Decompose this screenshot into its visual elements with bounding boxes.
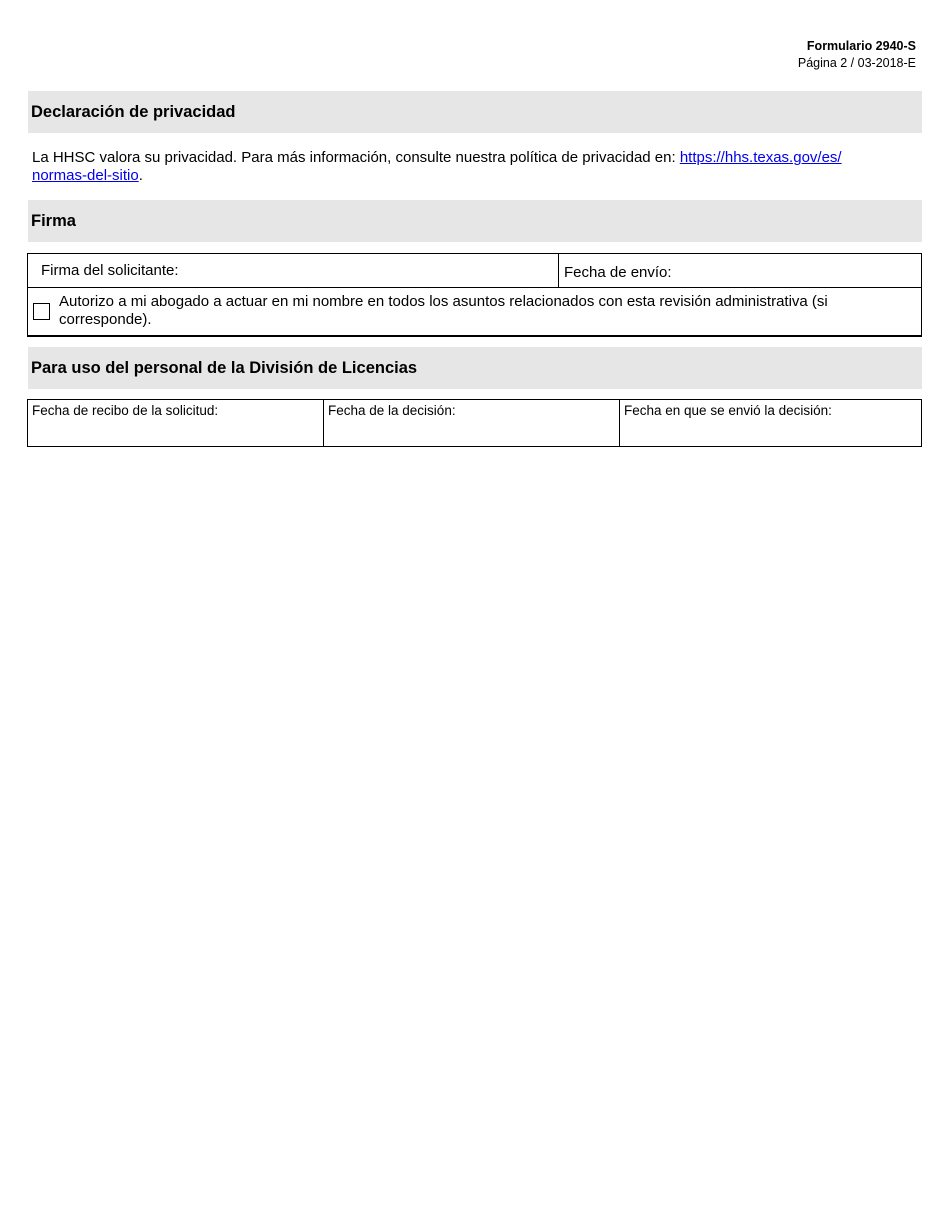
decision-date-field[interactable] xyxy=(324,400,620,446)
authorize-attorney-label: Autorizo a mi abogado a actuar en mi nombre en todos los asuntos relacionados con esta revisión administrativa (si corresponde). xyxy=(59,293,828,328)
form-header xyxy=(798,38,916,72)
staff-section-title: Para uso del personal de la División de Licencias xyxy=(31,358,418,377)
privacy-section-title: Declaración de privacidad xyxy=(31,102,236,121)
signature-table xyxy=(27,253,922,337)
request-received-date-label: Fecha de recibo de la solicitud: xyxy=(32,403,219,418)
privacy-section-header xyxy=(28,91,922,133)
decision-date-label: Fecha de la decisión: xyxy=(328,403,456,418)
page-info: Página 2 / 03-2018-E xyxy=(797,56,916,70)
applicant-signature-label: Firma del solicitante: xyxy=(41,262,179,279)
request-received-date-field[interactable] xyxy=(28,400,324,446)
privacy-trailing: . xyxy=(138,167,143,184)
signature-section-title: Firma xyxy=(31,211,76,230)
staff-use-table xyxy=(27,399,922,447)
privacy-link-part-1: https://hhs.texas.gov/es/ xyxy=(679,149,842,166)
form-number: Formulario 2940-S xyxy=(806,39,916,53)
privacy-link-part-2: normas-del-sitio xyxy=(32,167,139,184)
privacy-statement xyxy=(32,149,912,185)
submission-date-label: Fecha de envío: xyxy=(564,264,672,281)
applicant-signature-field[interactable] xyxy=(28,254,559,287)
authorize-attorney-checkbox[interactable] xyxy=(33,303,50,320)
privacy-statement-text: La HHSC valora su privacidad. Para más información, consulte nuestra política de privacidad en: xyxy=(32,149,680,166)
submission-date-field[interactable] xyxy=(559,254,921,287)
signature-section-header xyxy=(28,200,922,242)
authorize-attorney-row xyxy=(28,288,921,335)
signature-row xyxy=(28,254,921,288)
staff-section-header xyxy=(28,347,922,389)
decision-sent-date-label: Fecha en que se envió la decisión: xyxy=(624,403,832,418)
decision-sent-date-field[interactable] xyxy=(620,400,921,446)
